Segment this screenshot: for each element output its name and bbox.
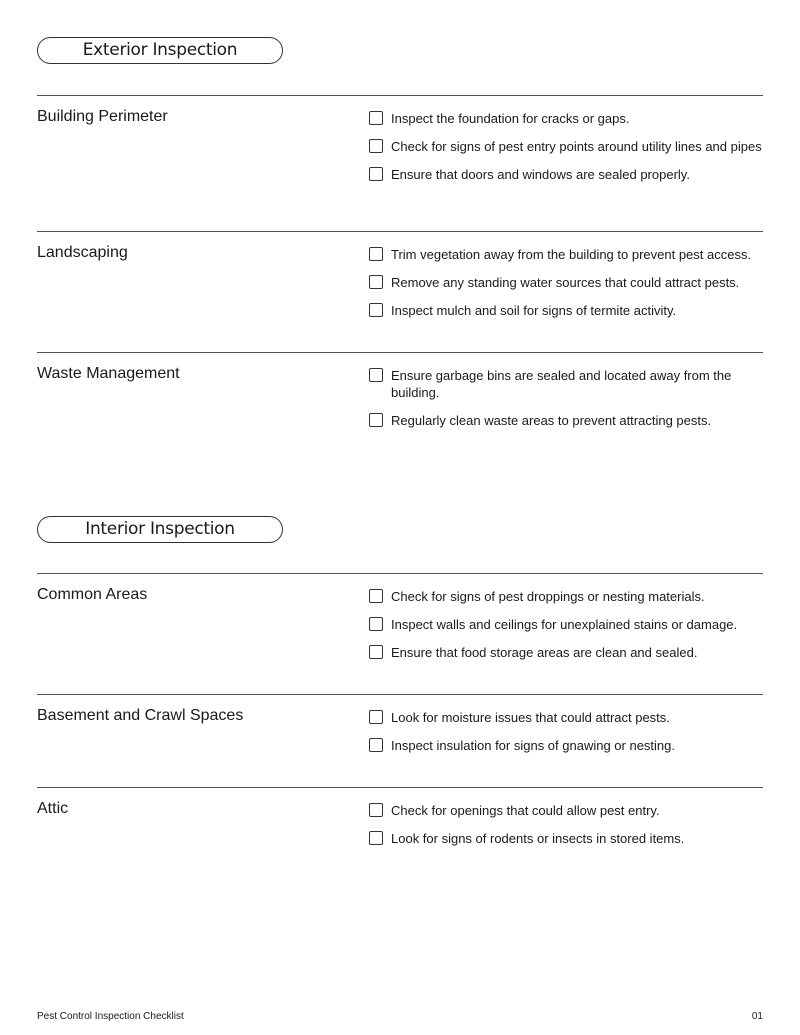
checklist-items	[369, 802, 769, 858]
checklist-item[interactable]	[369, 166, 769, 183]
checklist-item[interactable]	[369, 110, 769, 127]
row-label: Building Perimeter	[37, 108, 168, 125]
checklist-items	[369, 110, 769, 194]
checkbox[interactable]	[369, 413, 383, 427]
checkbox[interactable]	[369, 803, 383, 817]
item-text: Remove any standing water sources that could attract pests.	[391, 275, 740, 290]
checklist-item[interactable]	[369, 830, 769, 847]
checkbox[interactable]	[369, 275, 383, 289]
checklist-item[interactable]	[369, 588, 769, 605]
checkbox[interactable]	[369, 738, 383, 752]
checkbox[interactable]	[369, 139, 383, 153]
section-title: Exterior Inspection	[37, 37, 283, 64]
checkbox[interactable]	[369, 111, 383, 125]
checklist-row	[37, 694, 763, 753]
checklist-item[interactable]	[369, 302, 769, 319]
checklist-items	[369, 588, 769, 672]
item-text: Regularly clean waste areas to prevent attracting pests.	[391, 413, 712, 428]
checklist-row	[37, 573, 763, 660]
item-text: Look for signs of rodents or insects in stored items.	[391, 831, 685, 846]
checkbox[interactable]	[369, 247, 383, 261]
checkbox[interactable]	[369, 617, 383, 631]
checklist-items	[369, 367, 769, 440]
row-label: Basement and Crawl Spaces	[37, 707, 244, 724]
checklist-item[interactable]	[369, 802, 769, 819]
checklist-item[interactable]	[369, 737, 769, 754]
checkbox[interactable]	[369, 710, 383, 724]
item-text: Inspect walls and ceilings for unexplained stains or damage.	[391, 617, 738, 632]
row-label: Common Areas	[37, 586, 148, 603]
checklist-item[interactable]	[369, 616, 769, 633]
checklist-item[interactable]	[369, 709, 769, 726]
checklist-items	[369, 246, 769, 330]
checklist-item[interactable]	[369, 412, 769, 429]
checklist-item[interactable]	[369, 274, 769, 291]
item-text: Ensure garbage bins are sealed and located away from the building.	[391, 368, 732, 400]
checklist-item[interactable]	[369, 246, 769, 263]
checklist-row	[37, 352, 763, 428]
checklist-row	[37, 787, 763, 846]
checklist-item[interactable]	[369, 644, 769, 661]
item-text: Inspect mulch and soil for signs of termite activity.	[391, 303, 677, 318]
checkbox[interactable]	[369, 167, 383, 181]
item-text: Inspect insulation for signs of gnawing or nesting.	[391, 738, 676, 753]
page-number: 01	[751, 1011, 763, 1022]
footer-title: Pest Control Inspection Checklist	[37, 1011, 184, 1022]
item-text: Ensure that food storage areas are clean and sealed.	[391, 645, 698, 660]
checklist-row	[37, 231, 763, 318]
checklist-items	[369, 709, 769, 765]
item-text: Inspect the foundation for cracks or gaps.	[391, 111, 630, 126]
checkbox[interactable]	[369, 831, 383, 845]
row-label: Attic	[37, 800, 69, 817]
checklist-item[interactable]	[369, 367, 769, 401]
item-text: Ensure that doors and windows are sealed properly.	[391, 167, 690, 182]
row-label: Landscaping	[37, 244, 128, 261]
item-text: Check for signs of pest droppings or nesting materials.	[391, 589, 705, 604]
checkbox[interactable]	[369, 645, 383, 659]
checkbox[interactable]	[369, 589, 383, 603]
item-text: Check for openings that could allow pest entry.	[391, 803, 660, 818]
item-text: Check for signs of pest entry points around utility lines and pipes	[391, 139, 762, 154]
checkbox[interactable]	[369, 368, 383, 382]
checklist-row	[37, 95, 763, 182]
section-title: Interior Inspection	[37, 516, 283, 543]
checkbox[interactable]	[369, 303, 383, 317]
item-text: Look for moisture issues that could attract pests.	[391, 710, 670, 725]
checklist-item[interactable]	[369, 138, 769, 155]
row-label: Waste Management	[37, 365, 180, 382]
item-text: Trim vegetation away from the building to prevent pest access.	[391, 247, 752, 262]
